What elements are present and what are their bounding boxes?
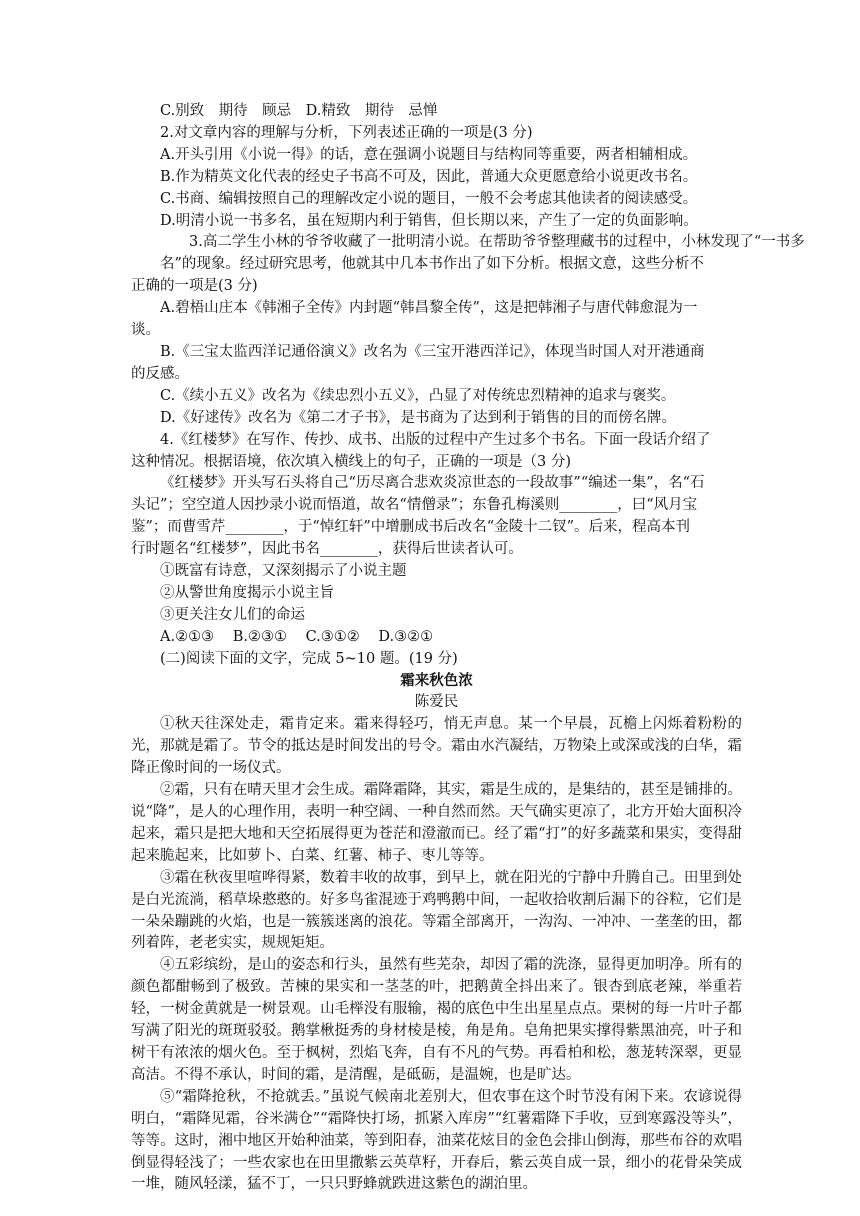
q4-option-a: A.②①③ xyxy=(160,628,215,645)
article-paragraph-1: ①秋天往深处走，霜肯定来。霜来得轻巧，悄无声息。某一个早晨，瓦檐上闪烁着粉粉的光，那就是霜了。节令的抵达是时间发出的号令。霜由水汽凝结，万物染上或深或浅的白华，霜降正像时间的一场仪式。 xyxy=(131,716,742,777)
article-paragraph-5: ⑤“霜降抢秋，不抢就丢。”虽说气候南北差别大，但农事在这个时节没有闲下来。农谚说得明白，“霜降见霜，谷米满仓”“霜降快打场，抓紧入库房”“红薯霜降下手收，豆到寒露没等头”，等等。这时，湘中地区开始种油菜，等到阳春，油菜花炫目的金色会排山倒海，那些布谷的欢唱倒显得轻浅了；一些农家也在田里撒紫云英草籽，开春后，紫云英自成一景，细小的花骨朵笑成一堆，随风轻漾，猛不丁，一只只野蜂就跌进这紫色的湖泊里。 xyxy=(131,1088,742,1193)
q4-passage-line3: 鉴”；而曹雪芹________，于“悼红轩”中增删成书后改名“金陵十二钗”。后来，程高本刊 xyxy=(131,519,691,536)
q4-passage-line1: 《红楼梦》开头写石头将自己“历尽离合悲欢炎凉世态的一段故事”“编述一集”，名“石 xyxy=(160,475,705,492)
q4-option-d: D.③②① xyxy=(378,628,434,645)
q3-option-d: D.《好逑传》改名为《第二才子书》，是书商为了达到利于销售的目的而傍名牌。 xyxy=(160,409,676,426)
article-title: 霜来秋色浓 xyxy=(400,672,473,689)
q4-item-2: ②从警世角度揭示小说主旨 xyxy=(160,584,334,601)
q4-option-c: C.③①② xyxy=(305,628,360,645)
q2-option-d: D.明清小说一书多名，虽在短期内利于销售，但长期以来，产生了一定的负面影响。 xyxy=(160,212,698,229)
q2-option-b: B.作为精英文化代表的经史子书高不可及，因此，普通大众更愿意给小说更改书名。 xyxy=(160,168,698,185)
q4-stem-line2: 这种情况。根据语境，依次填入横线上的句子，正确的一项是（3 分) xyxy=(131,453,571,470)
q4-passage-line4: 行时题名“红楼梦”，因此书名________，获得后世读者认可。 xyxy=(131,541,523,558)
q3-stem-line1: 3.高二学生小林的爷爷收藏了一批明清小说。在帮助爷爷整理藏书的过程中，小林发现了“一书多 xyxy=(189,234,805,251)
article-paragraph-2: ②霜，只有在晴天里才会生成。霜降霜降，其实，霜是生成的，是集结的，甚至是铺排的。说“降”，是人的心理作用，表明一种空阔、一种自然而然。天气确实更凉了，北方开始大面积冷起来，霜只是把大地和天空拓展得更为苍茫和澄澈而已。经了霜“打”的好多蔬菜和果实，变得甜起来脆起来，比如萝卜、白菜、红薯、柿子、枣儿等等。 xyxy=(131,782,742,864)
q3-option-b-line1: B.《三宝太监西洋记通俗演义》改名为《三宝开港西洋记》，体现当时国人对开港通商 xyxy=(160,343,705,360)
q4-item-3: ③更关注女儿们的命运 xyxy=(160,606,305,623)
q3-option-a-line2: 谈。 xyxy=(131,322,160,339)
q3-option-b-line2: 的反感。 xyxy=(131,365,189,382)
section2-intro: (二)阅读下面的文字，完成 5~10 题。(19 分) xyxy=(160,650,458,667)
q3-stem-line3: 正确的一项是(3 分) xyxy=(131,278,258,295)
q4-options xyxy=(131,627,742,649)
q3-option-c: C.《续小五义》改名为《续忠烈小五义》，凸显了对传统忠烈精神的追求与褒奖。 xyxy=(160,387,676,404)
q4-option-b: B.②③① xyxy=(232,628,287,645)
q1-options-tail: C.别致 期待 顾忌 D.精致 期待 忌惮 xyxy=(160,103,438,119)
q3-option-a-line1: A.碧梧山庄本《韩湘子全传》内封题“韩昌黎全传”，这是把韩湘子与唐代韩愈混为一 xyxy=(160,300,698,317)
q4-stem-line1: 4.《红楼梦》在写作、传抄、成书、出版的过程中产生过多个书名。下面一段话介绍了 xyxy=(160,431,711,448)
q2-stem: 2.对文章内容的理解与分析，下列表述正确的一项是(3 分) xyxy=(160,124,533,141)
q4-item-1: ①既富有诗意，又深刻揭示了小说主题 xyxy=(160,563,407,580)
q3-stem-line2: 名”的现象。经过研究思考，他就其中几本书作出了如下分析。根据文意，这些分析不 xyxy=(160,256,704,273)
q2-option-a: A.开头引用《小说一得》的话，意在强调小说题目与结构同等重要，两者相辅相成。 xyxy=(160,146,698,163)
article-paragraph-4: ④五彩缤纷，是山的姿态和行头，虽然有些芜杂，却因了霜的洗涤，显得更加明净。所有的颜色都酣畅到了极致。苦楝的果实和一茎茎的叶，把鹅黄全抖出来了。银杏到底老辣，举重若轻，一树金黄就是一树景观。山毛榉没有服输，褐的底色中生出星星点点。栗树的每一片叶子都写满了阳光的斑斑驳驳。鹅掌楸挺秀的身材棱是棱，角是角。皂角把果实撑得紫黑油亮，叶子和树干有浓浓的烟火色。至于枫树，烈焰飞奔，自有不凡的气势。再看柏和松，葱茏转深翠，更显高洁。不得不承认，时间的霜，是清醒，是砥砺，是温婉，也是旷达。 xyxy=(131,957,742,1083)
q2-option-c: C.书商、编辑按照自己的理解改定小说的题目，一般不会考虑其他读者的阅读感受。 xyxy=(160,190,698,207)
article-paragraph-3: ③霜在秋夜里喧哗得紧，数着丰收的故事，到早上，就在阳光的宁静中升腾自己。田里到处是白光流淌，稻草垛憨憨的。好多鸟雀混迹于鸡鸭鹅中间，一起收拾收割后漏下的谷粒，它们是一朵朵蹦跳的火焰，也是一簇簇迷离的浪花。等霜全部离开，一沟沟、一冲冲、一垄垄的田，都列着阵，老老实实，规规矩矩。 xyxy=(131,869,742,952)
q4-passage-line2: 头记”；空空道人因抄录小说而悟道，故名“情僧录”；东鲁孔梅溪则________，曰“风月宝 xyxy=(131,497,698,514)
article-author: 陈爱民 xyxy=(414,694,459,711)
